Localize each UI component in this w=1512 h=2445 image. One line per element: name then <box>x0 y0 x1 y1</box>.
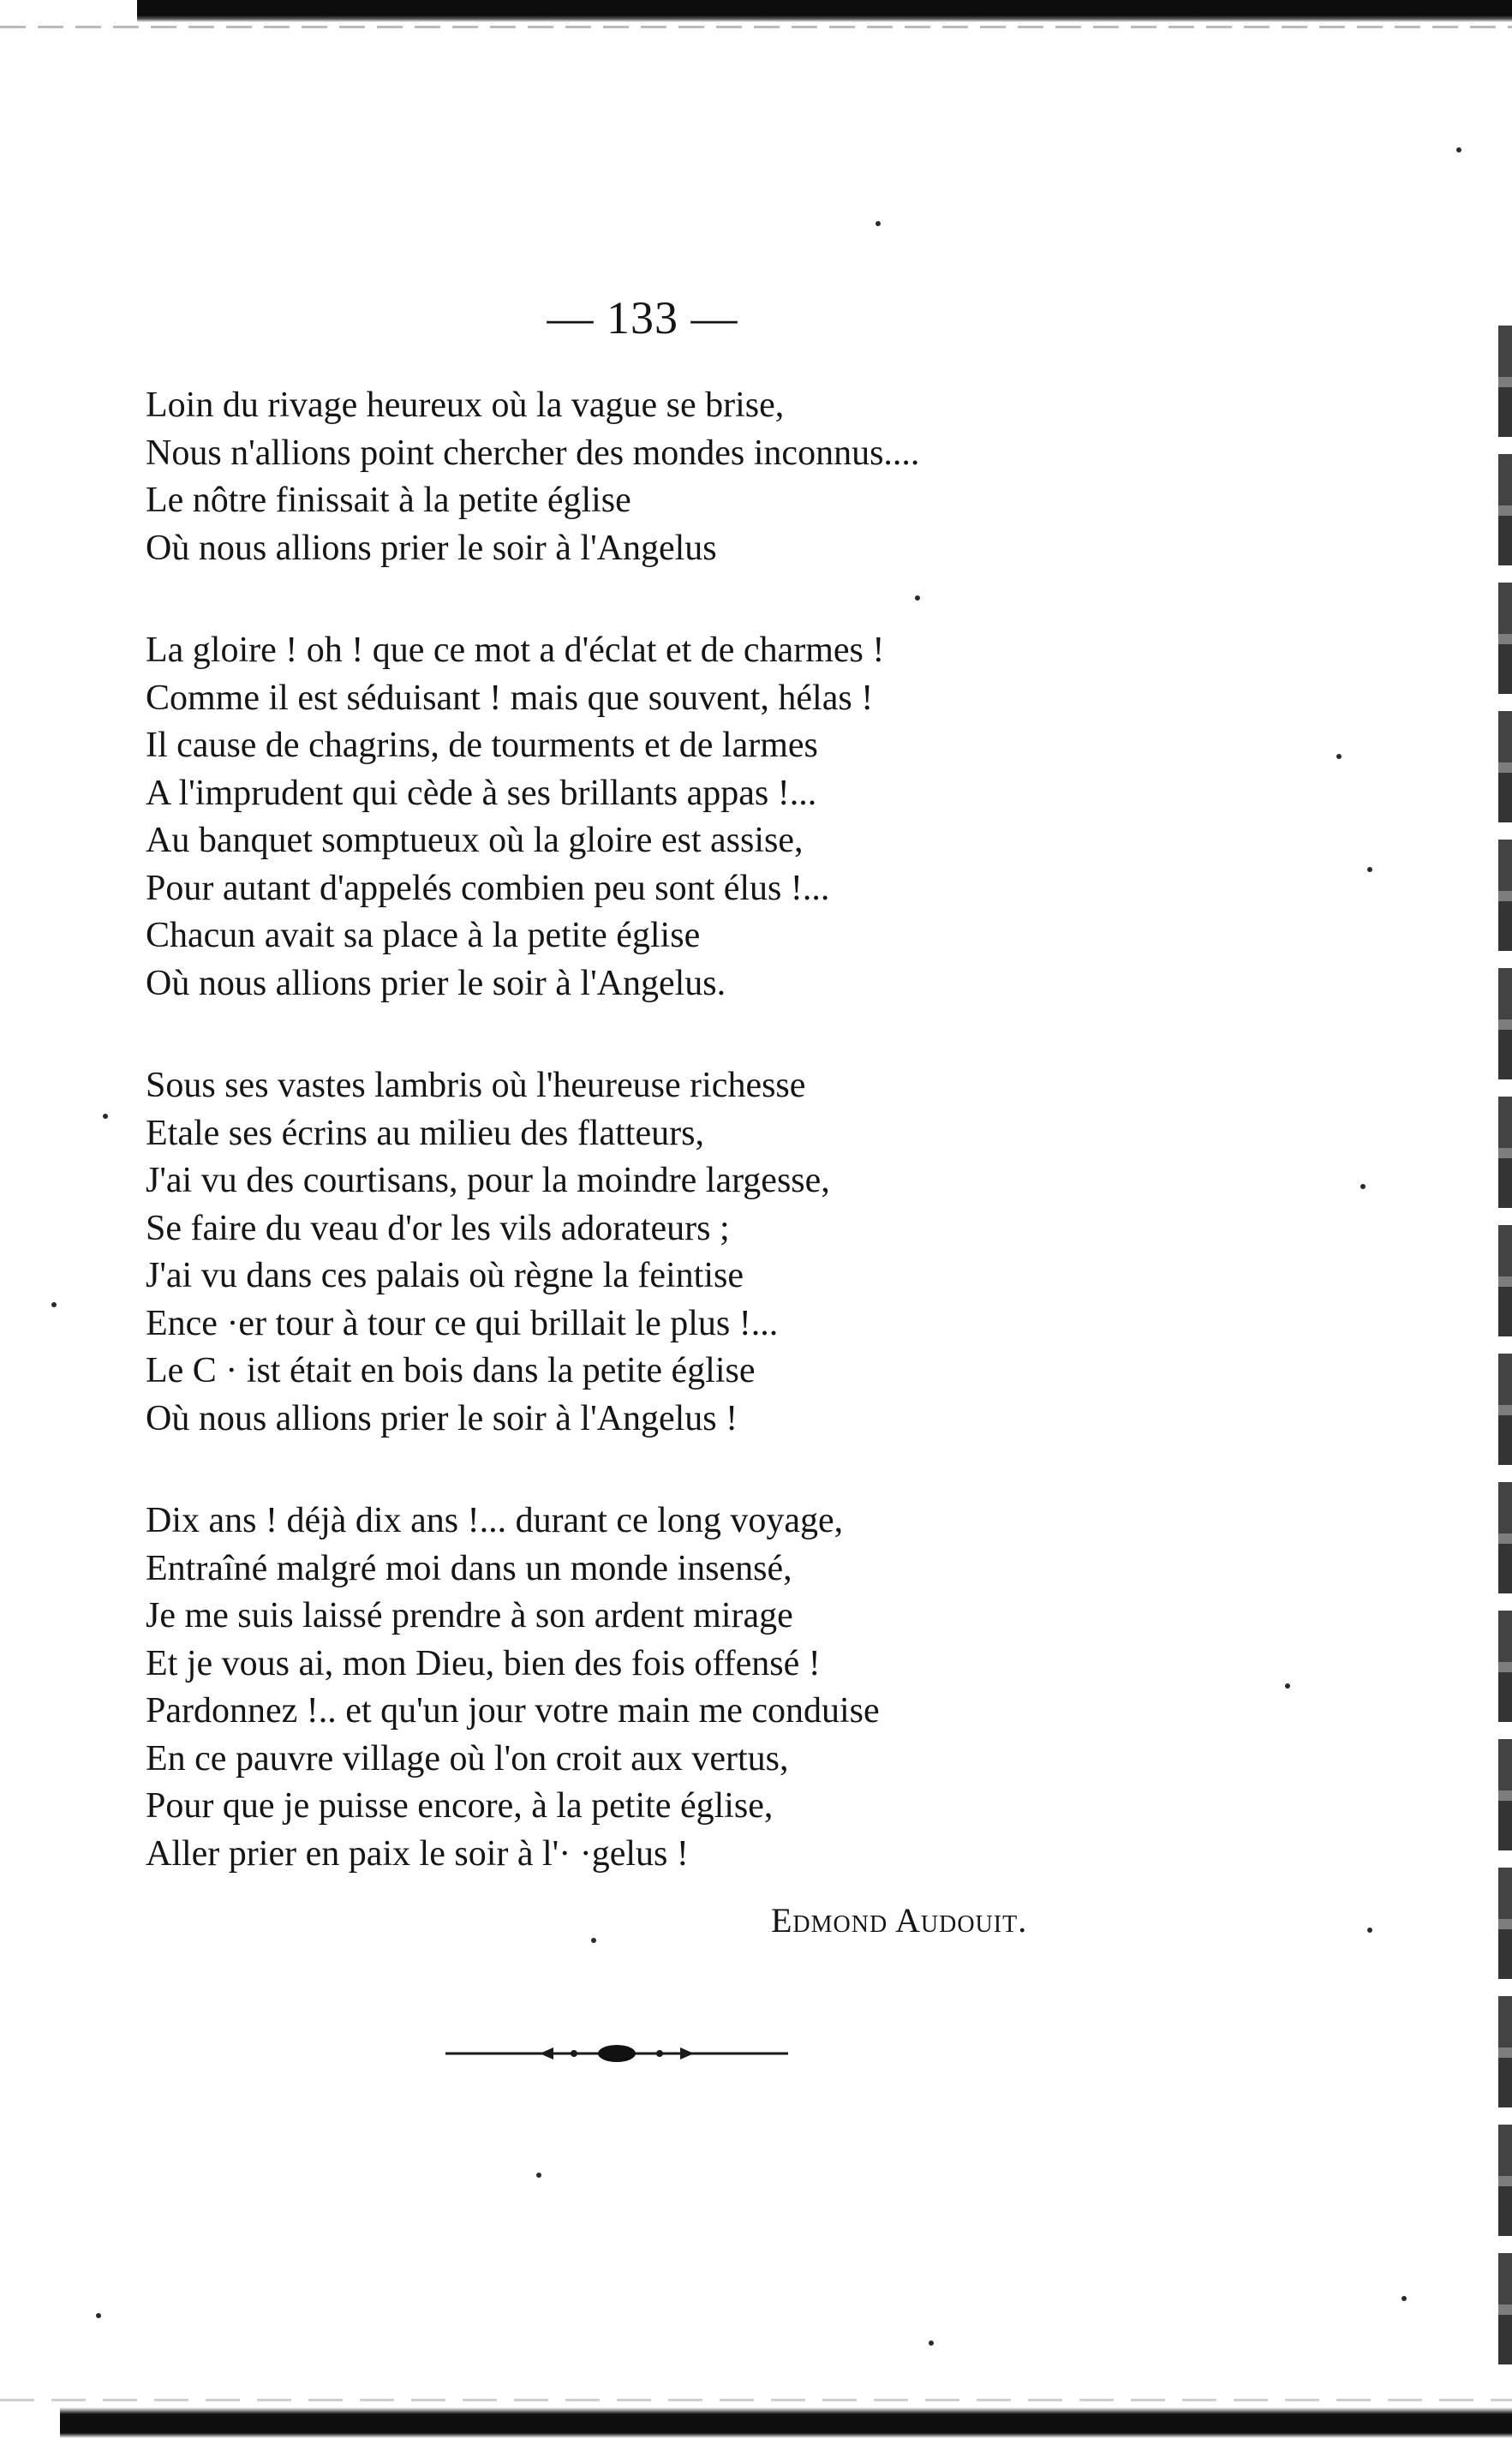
poem-line: Aller prier en paix le soir à l'· ·gelus ! <box>146 1833 689 1874</box>
poem-line: Etale ses écrins au milieu des flatteurs, <box>146 1113 704 1153</box>
poem-line: Où nous allions prier le soir à l'Angelus <box>146 528 717 568</box>
scan-edge-right <box>1498 326 1512 2382</box>
scan-speck <box>1401 2296 1407 2301</box>
scan-speck <box>536 2173 541 2178</box>
poem-line: Pour autant d'appelés combien peu sont élus !... <box>146 868 830 908</box>
scan-speck <box>876 221 881 226</box>
scan-speck <box>96 2313 101 2318</box>
scan-speck <box>1285 1683 1290 1689</box>
scan-edge-top-line <box>0 26 1512 28</box>
scan-speck <box>1367 1928 1372 1933</box>
scan-speck <box>929 2340 934 2346</box>
poem-line: Et je vous ai, mon Dieu, bien des fois offensé ! <box>146 1643 821 1683</box>
scan-speck <box>1336 754 1342 759</box>
poem-line: Comme il est séduisant ! mais que souvent, hélas ! <box>146 678 874 718</box>
poem-line: Le nôtre finissait à la petite église <box>146 481 631 520</box>
poem <box>146 382 1259 1933</box>
poem-line: J'ai vu des courtisans, pour la moindre largesse, <box>146 1161 830 1200</box>
poem-line: Pour que je puisse encore, à la petite église, <box>146 1786 774 1826</box>
scan-edge-bottom <box>60 2407 1512 2438</box>
poem-line: Se faire du veau d'or les vils adorateurs ; <box>146 1208 730 1248</box>
poem-line: En ce pauvre village où l'on croit aux vertus, <box>146 1738 789 1778</box>
stanza-3 <box>146 1062 1259 1443</box>
poem-line: La gloire ! oh ! que ce mot a d'éclat et de charmes ! <box>146 631 885 670</box>
poem-line: Où nous allions prier le soir à l'Angelus ! <box>146 1398 738 1438</box>
poem-line: Entraîné malgré moi dans un monde insensé, <box>146 1548 792 1588</box>
scan-speck <box>1360 1184 1366 1189</box>
poem-line: Chacun avait sa place à la petite église <box>146 916 701 955</box>
author-signature: Edmond Audouit. <box>771 1901 1028 1940</box>
scan-speck <box>1367 867 1372 872</box>
poem-line: Pardonnez !.. et qu'un jour votre main me conduise <box>146 1691 880 1731</box>
poem-line: Loin du rivage heureux où la vague se brise, <box>146 386 785 425</box>
stanza-2 <box>146 627 1259 1007</box>
scan-speck <box>591 1938 596 1943</box>
page-number: — 133 — <box>547 292 738 344</box>
poem-line: Au banquet somptueux où la gloire est assise, <box>146 821 804 860</box>
stanza-1 <box>146 382 1259 572</box>
poem-line: Je me suis laissé prendre à son ardent mirage <box>146 1596 793 1635</box>
poem-line: J'ai vu dans ces palais où règne la feintise <box>146 1256 744 1295</box>
scan-speck <box>1456 147 1461 152</box>
poem-line: Sous ses vastes lambris où l'heureuse richesse <box>146 1066 806 1105</box>
poem-line: Dix ans ! déjà dix ans !... durant ce long voyage, <box>146 1501 844 1540</box>
ornament-divider <box>445 2041 788 2066</box>
stanza-4 <box>146 1497 1259 1878</box>
poem-line: A l'imprudent qui cède à ses brillants appas !... <box>146 773 817 813</box>
poem-line: Où nous allions prier le soir à l'Angelus. <box>146 963 726 1003</box>
poem-line: Ence ·er tour à tour ce qui brillait le plus !... <box>146 1303 779 1343</box>
scan-edge-top <box>137 0 1512 22</box>
poem-line: Le C · ist était en bois dans la petite église <box>146 1351 756 1390</box>
scan-edge-bottom-line <box>0 2399 1512 2401</box>
poem-line: Il cause de chagrins, de tourments et de larmes <box>146 726 818 765</box>
scan-speck <box>103 1114 108 1119</box>
scan-speck <box>51 1302 57 1307</box>
poem-line: Nous n'allions point chercher des mondes inconnus.... <box>146 433 920 473</box>
